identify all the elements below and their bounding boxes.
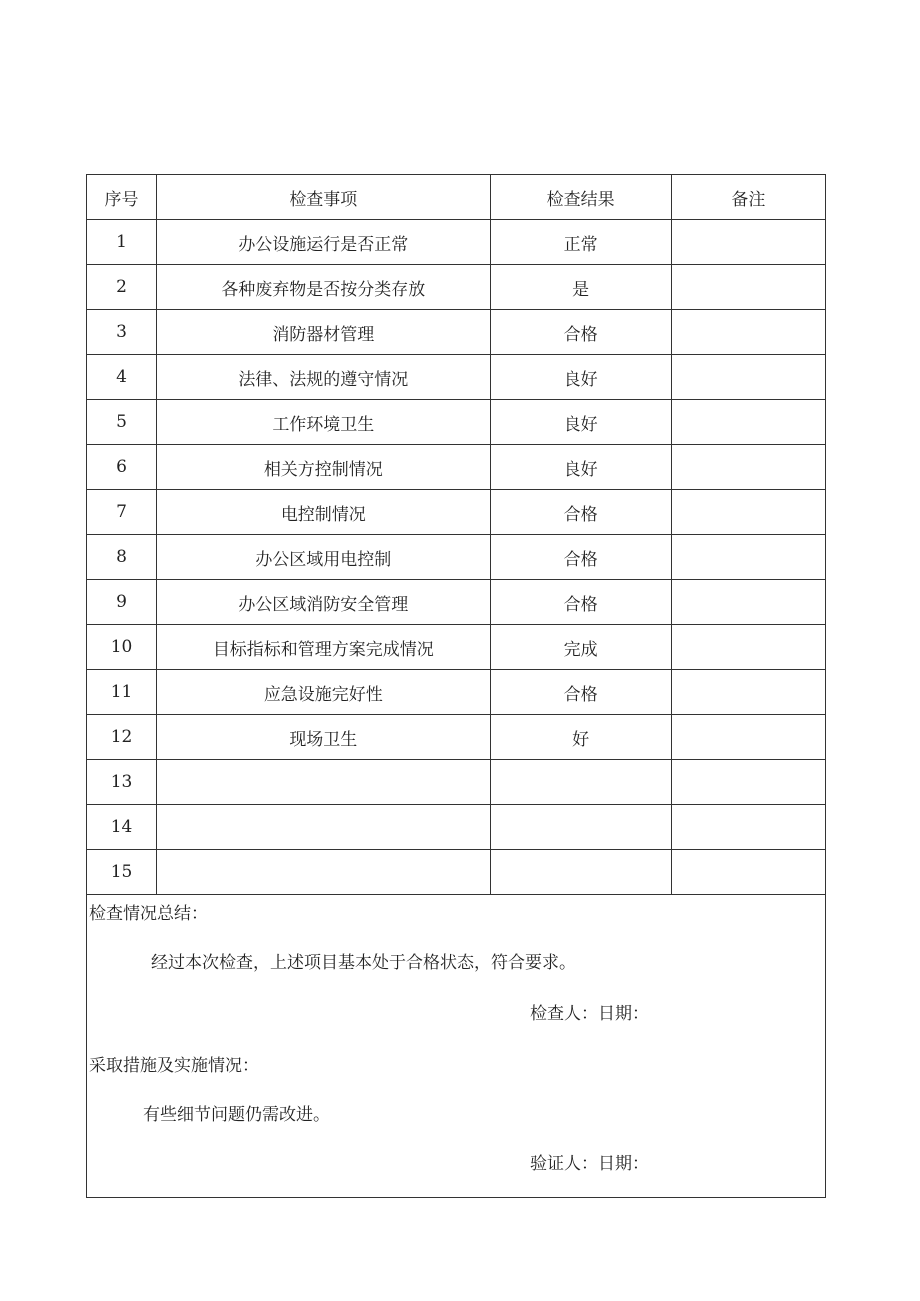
row-result: 合格 xyxy=(490,580,671,625)
inspection-sheet xyxy=(86,174,826,1198)
header-no: 序号 xyxy=(87,175,157,220)
row-no: 15 xyxy=(87,850,157,895)
row-result: 合格 xyxy=(490,490,671,535)
inspection-summary-label: 检查情况总结： xyxy=(89,904,208,924)
inspection-summary-text: 经过本次检查，上述项目基本处于合格状态，符合要求。 xyxy=(151,953,576,973)
row-note xyxy=(671,625,825,670)
table-row xyxy=(87,490,826,535)
row-item: 目标指标和管理方案完成情况 xyxy=(157,625,490,670)
row-result xyxy=(490,850,671,895)
row-result: 良好 xyxy=(490,355,671,400)
row-item: 各种废弃物是否按分类存放 xyxy=(157,265,490,310)
row-no: 9 xyxy=(87,580,157,625)
row-note xyxy=(671,670,825,715)
table-row xyxy=(87,400,826,445)
row-result: 合格 xyxy=(490,670,671,715)
row-note xyxy=(671,355,825,400)
row-no: 2 xyxy=(87,265,157,310)
row-result: 是 xyxy=(490,265,671,310)
row-note xyxy=(671,715,825,760)
row-no: 3 xyxy=(87,310,157,355)
row-no: 14 xyxy=(87,805,157,850)
row-item: 工作环境卫生 xyxy=(157,400,490,445)
table-row xyxy=(87,265,826,310)
row-item: 电控制情况 xyxy=(157,490,490,535)
row-no: 8 xyxy=(87,535,157,580)
row-item xyxy=(157,760,490,805)
row-item: 消防器材管理 xyxy=(157,310,490,355)
row-item: 法律、法规的遵守情况 xyxy=(157,355,490,400)
row-result xyxy=(490,805,671,850)
row-no: 7 xyxy=(87,490,157,535)
row-item: 现场卫生 xyxy=(157,715,490,760)
row-note xyxy=(671,490,825,535)
row-result: 良好 xyxy=(490,445,671,490)
row-item: 应急设施完好性 xyxy=(157,670,490,715)
table-row xyxy=(87,535,826,580)
row-note xyxy=(671,220,825,265)
row-no: 6 xyxy=(87,445,157,490)
row-no: 11 xyxy=(87,670,157,715)
row-item: 办公设施运行是否正常 xyxy=(157,220,490,265)
row-result: 良好 xyxy=(490,400,671,445)
row-result: 好 xyxy=(490,715,671,760)
table-row xyxy=(87,220,826,265)
row-note xyxy=(671,535,825,580)
verifier-date-line: 验证人：日期： xyxy=(530,1154,649,1174)
header-result: 检查结果 xyxy=(490,175,671,220)
table-row xyxy=(87,715,826,760)
row-note xyxy=(671,580,825,625)
row-no: 10 xyxy=(87,625,157,670)
row-item: 相关方控制情况 xyxy=(157,445,490,490)
table-header-row xyxy=(87,175,826,220)
table-row xyxy=(87,850,826,895)
table-row xyxy=(87,580,826,625)
table-row xyxy=(87,310,826,355)
summary-section xyxy=(86,895,826,1198)
table-row xyxy=(87,355,826,400)
row-item: 办公区域消防安全管理 xyxy=(157,580,490,625)
row-note xyxy=(671,265,825,310)
row-note xyxy=(671,310,825,355)
table-row xyxy=(87,445,826,490)
measures-text: 有些细节问题仍需改进。 xyxy=(143,1105,330,1125)
row-result: 合格 xyxy=(490,535,671,580)
table-row xyxy=(87,625,826,670)
header-item: 检查事项 xyxy=(157,175,490,220)
row-no: 12 xyxy=(87,715,157,760)
header-note: 备注 xyxy=(671,175,825,220)
row-note xyxy=(671,400,825,445)
measures-label: 采取措施及实施情况： xyxy=(89,1056,259,1076)
inspector-date-line: 检查人：日期： xyxy=(530,1004,649,1024)
row-result: 合格 xyxy=(490,310,671,355)
row-item xyxy=(157,805,490,850)
row-no: 1 xyxy=(87,220,157,265)
row-item: 办公区域用电控制 xyxy=(157,535,490,580)
row-note xyxy=(671,850,825,895)
table-row xyxy=(87,805,826,850)
row-no: 4 xyxy=(87,355,157,400)
row-no: 5 xyxy=(87,400,157,445)
row-note xyxy=(671,445,825,490)
table-row xyxy=(87,760,826,805)
row-item xyxy=(157,850,490,895)
table-row xyxy=(87,670,826,715)
row-no: 13 xyxy=(87,760,157,805)
row-result: 完成 xyxy=(490,625,671,670)
row-result xyxy=(490,760,671,805)
inspection-table xyxy=(86,174,826,895)
row-note xyxy=(671,760,825,805)
row-result: 正常 xyxy=(490,220,671,265)
row-note xyxy=(671,805,825,850)
